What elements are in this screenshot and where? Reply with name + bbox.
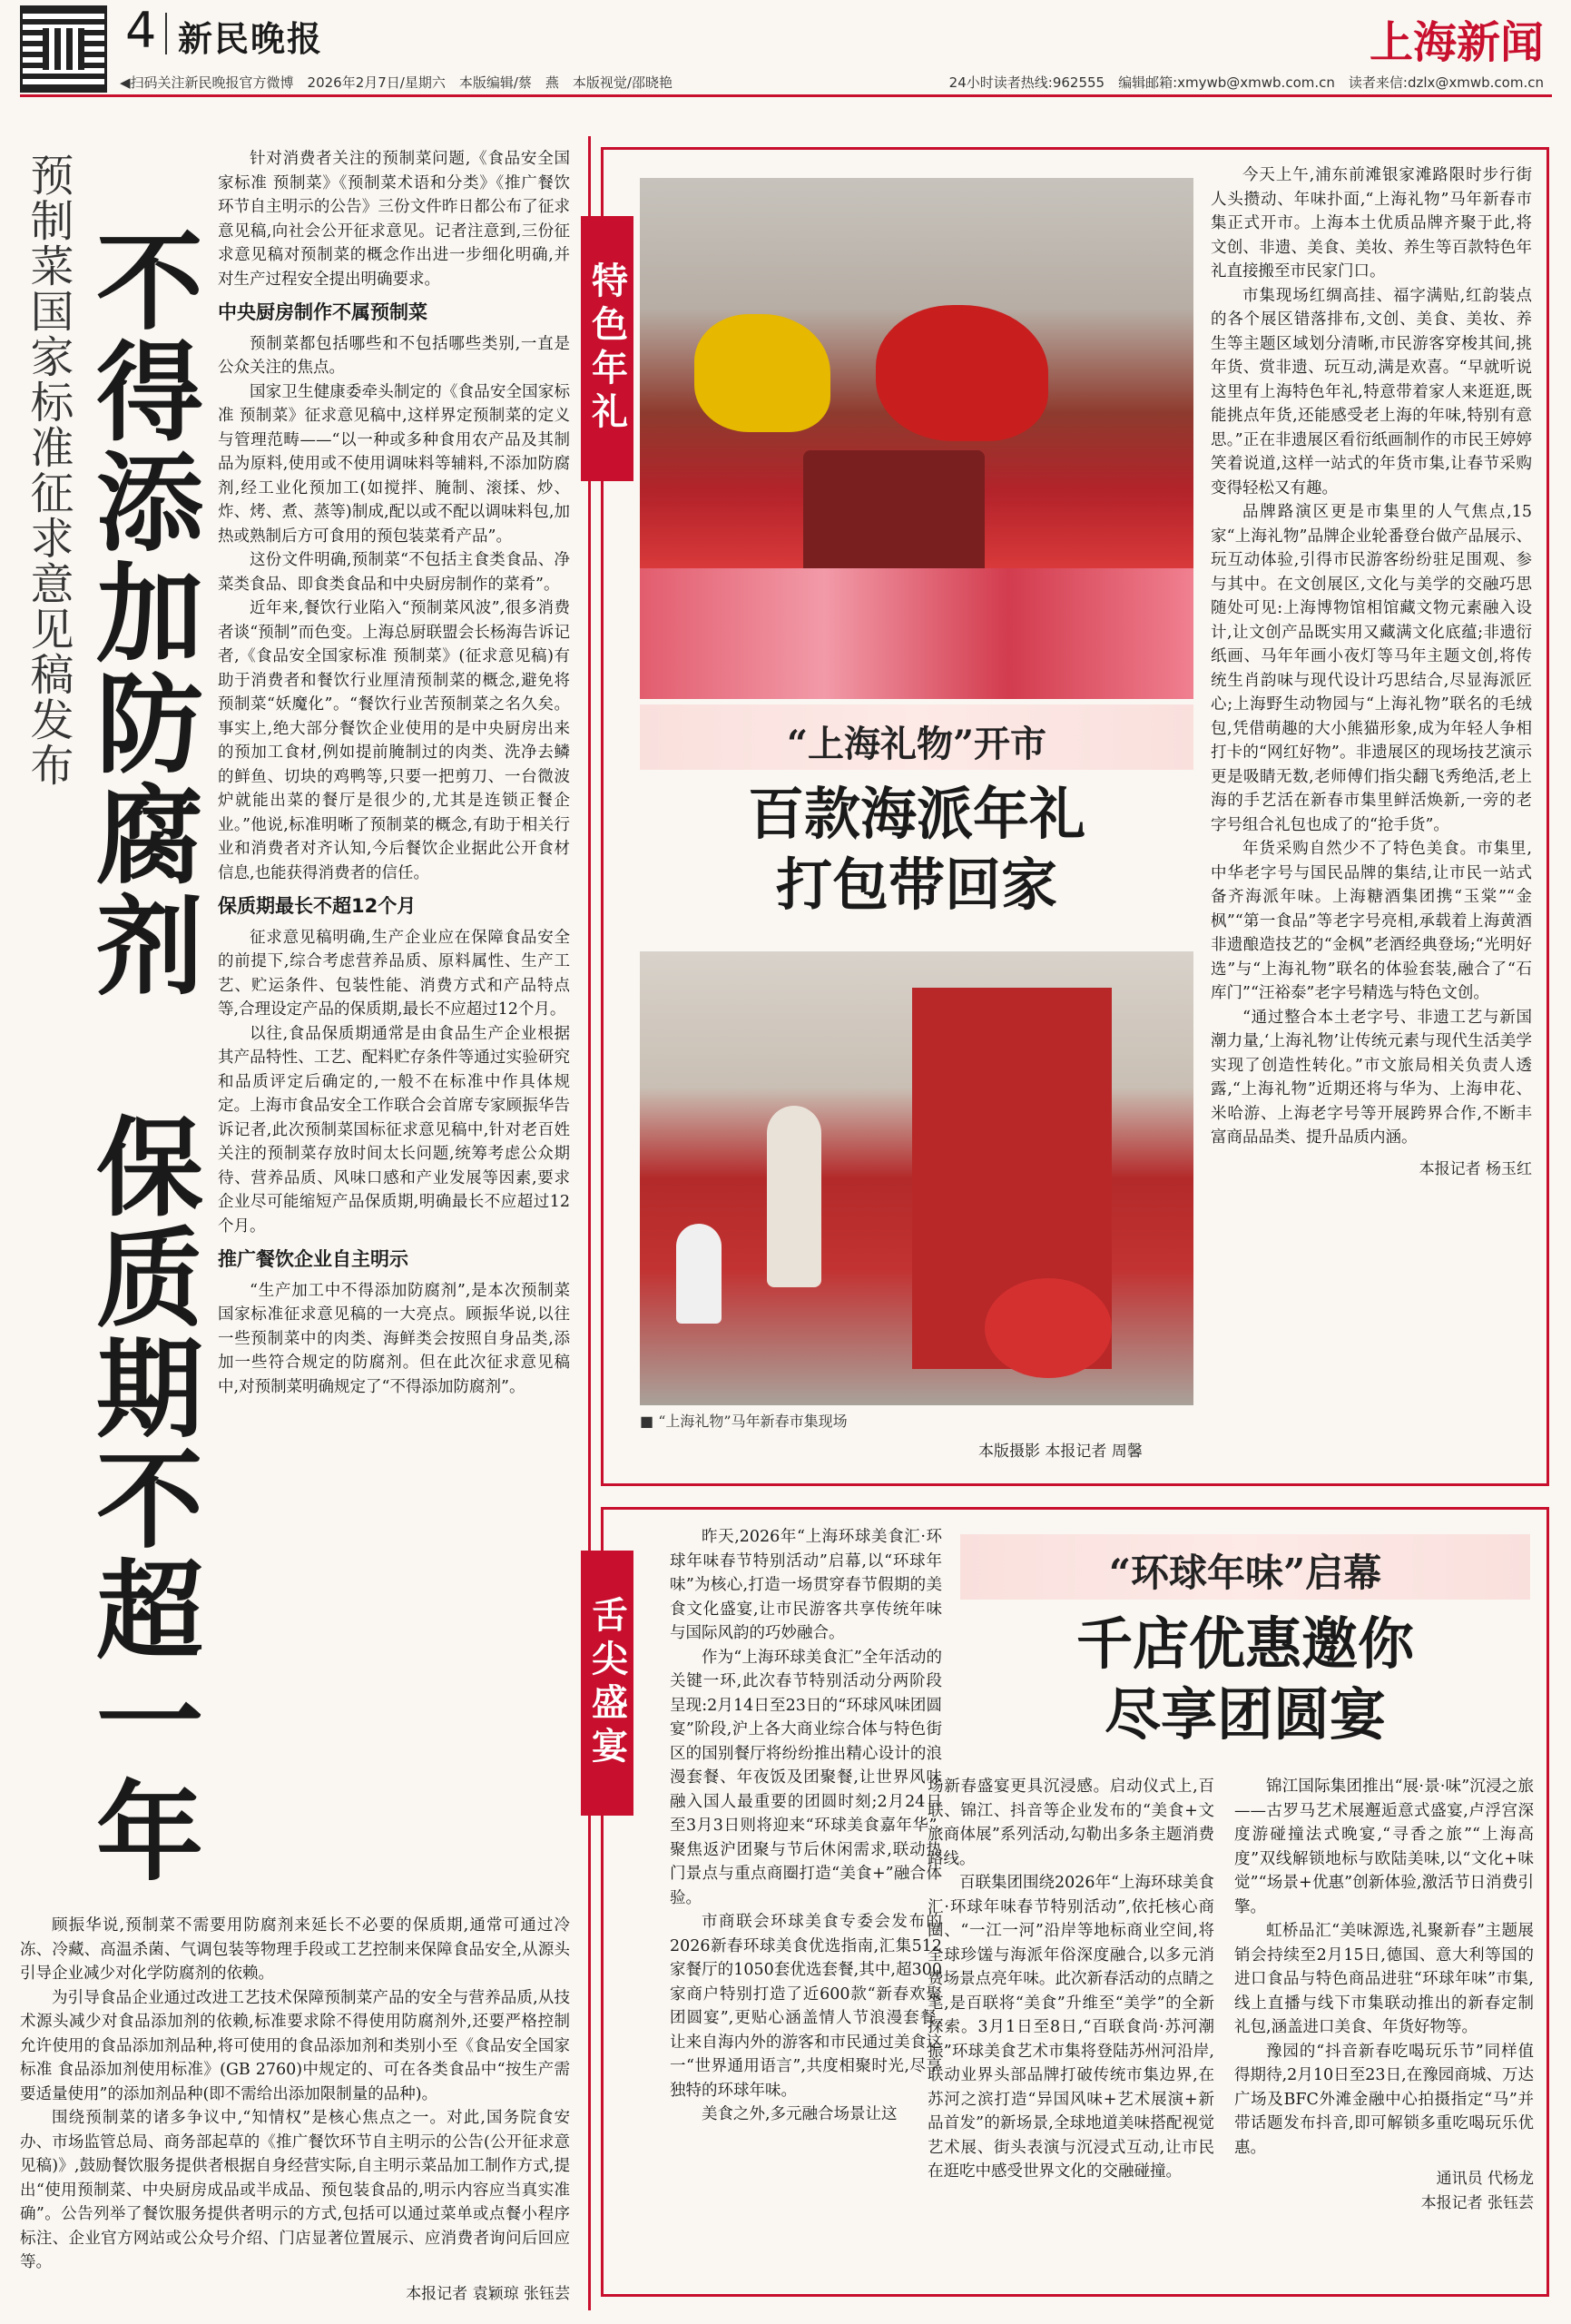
top-feature-headline-line1: 百款海派年礼 xyxy=(747,781,1085,847)
bottom-feature-paragraph: 市商联会环球美食专委会发布的2026新春环球美食优选指南,汇集512家餐厅的1050套优选套餐,其中,超300家商户特别打造了近600款“新春欢聚团圆宴”,更贴心涵盖情人节浪漫套餐,让来自海内外的游客和市民通过美食这一“世界通用语言”,共度相聚时光,尽享独特的环球年味。 xyxy=(670,1913,942,2100)
left-story-kicker: 预制菜国家标准征求意见稿发布 xyxy=(23,153,74,788)
page-number: 4 xyxy=(125,2,157,59)
masthead-info-right: 24小时读者热线:962555 编辑邮箱:xmywb@xmwb.com.cn 读者来信:dzlx@xmwb.com.cn xyxy=(948,74,1544,91)
gift-shelf-photo xyxy=(640,951,1193,1405)
bottom-feature-column-3 xyxy=(1234,1775,1534,2215)
bottom-feature-paragraph: 百联集团围绕2026年“上海环球美食汇·环球年味春节特别活动”,依托核心商圈、“一江一河”沿岸等地标商业空间,将全球珍馐与海派年俗深度融合,以多元消费场景点亮年味。此次新春活动的点睛之笔,是百联将“美食”升维至“美学”的全新探索。3月1日至8日,“百联食尚·苏河潮振”环球美食艺术市集将登陆苏州河沿岸,联动业界头部品牌打破传统市集边界,在苏河之滨打造“异国风味+艺术展演+新品首发”的新场景,全球地道美味搭配视觉艺术展、街头表演与沉浸式互动,让市民在逛吃中感受世界文化的交融碰撞。 xyxy=(928,1874,1214,2181)
bottom-feature-column-1 xyxy=(670,1525,942,2127)
masthead-divider xyxy=(165,13,167,54)
bottom-feature-headline-line2: 尽享团圆宴 xyxy=(1104,1681,1386,1748)
photo-caption: ■ “上海礼物”马年新春市集现场 xyxy=(640,1413,848,1430)
masthead-rule xyxy=(20,94,1552,97)
bottom-feature-paragraph: 场新春盛宴更具沉浸感。启动仪式上,百联、锦江、抖音等企业发布的“美食+文旅商体展”系列活动,勾勒出多条主题消费路线。 xyxy=(928,1777,1214,1868)
top-feature-paragraph: 今天上午,浦东前滩银家滩路限时步行街人头攒动、年味扑面,“上海礼物”马年新春市集正式开市。上海本土优质品牌齐聚于此,将文创、非遗、美食、美妆、养生等百款特色年礼直接搬至市民家门口。 xyxy=(1211,166,1532,281)
qr-code[interactable] xyxy=(20,5,107,93)
left-story-column xyxy=(218,147,570,1399)
bottom-feature-paragraph: 豫园的“抖音新春吃喝玩乐节”同样值得期待,2月10日至23日,在豫园商城、万达广场及BFC外滩金融中心拍摄指定“马”并带话题发布抖音,即可解锁多重吃喝玩乐优惠。 xyxy=(1234,2042,1534,2157)
left-story-subhead-2: 保质期最长不超12个月 xyxy=(218,895,417,917)
bottom-feature-byline-2: 本报记者 张钰芸 xyxy=(1420,2193,1534,2212)
left-story-paragraph: 国家卫生健康委牵头制定的《食品安全国家标准 预制菜》征求意见稿中,这样界定预制菜的定义与管理范畴——“以一种或多种食用农产品及其制品为原料,使用或不使用调味料等辅料,不添加防腐剂,经工业化预加工(如搅拌、腌制、滚揉、炒、炸、烤、煮、蒸等)制成,配以或不配以调味料包,加热或熟制后方可食用的预包装菜肴产品”。 xyxy=(218,382,570,546)
top-feature-column xyxy=(1211,163,1532,1181)
bottom-feature-tab: 舌尖盛宴 xyxy=(581,1551,633,1816)
bottom-feature-paragraph: 作为“上海环球美食汇”全年活动的关键一环,此次春节特别活动分两阶段呈现:2月14日至23日的“环球风味团圆宴”阶段,沪上各大商业综合体与特色街区的国别餐厅将纷纷推出精心设计的浪漫套餐、年夜饭及团聚餐,让世界风味融入国人最重要的团圆时刻;2月24日至3月3日则将迎来“环球美食嘉年华”,聚焦返沪团聚与节后休闲需求,联动热门景点与重点商圈打造“美食+”融合体验。 xyxy=(670,1648,942,1907)
top-feature-paragraph: “通过整合本土老字号、非遗工艺与新国潮力量,‘上海礼物’让传统元素与现代生活美学实现了创造性转化。”市文旅局相关负责人透露,“上海礼物”近期还将与华为、上海申花、米哈游、上海老字号等开展跨界合作,不断丰富商品品类、提升品质内涵。 xyxy=(1211,1008,1532,1147)
left-story-intro: 针对消费者关注的预制菜问题,《食品安全国家标准 预制菜》《预制菜术语和分类》《推广餐饮环节自主明示的公告》三份文件昨日都公布了征求意见稿,向社会公开征求意见。记者注意到,三份征求意见稿对预制菜的概念作出进一步细化明确,并对生产过程安全提出明确要求。 xyxy=(218,150,570,289)
bottom-feature-deck: “环球年味”启幕 xyxy=(1108,1551,1382,1595)
left-story-bottom-column xyxy=(20,1914,570,2306)
bottom-feature-column-2 xyxy=(928,1775,1214,2184)
bottom-feature-paragraph: 昨天,2026年“上海环球美食汇·环球年味春节特别活动”启幕,以“环球年味”为核心,打造一场贯穿春节假期的美食文化盛宴,让市民游客共享传统年味与国际风韵的巧妙融合。 xyxy=(670,1528,942,1642)
bottom-feature-headline-line1: 千店优惠邀你 xyxy=(1075,1610,1414,1677)
top-feature-headline-line2: 打包带回家 xyxy=(775,852,1057,918)
top-feature-paragraph: 市集现场红绸高挂、福字满贴,红韵装点的各个展区错落排布,文创、美食、美妆、养生等主题区域划分清晰,市民游客穿梭其间,挑年货、赏非遗、玩互动,满是欢喜。“早就听说这里有上海特色年礼,特意带着家人来逛逛,既能挑点年货,还能感受老上海的年味,特别有意思。”正在非遗展区看衍纸画制作的市民王婷婷笑着说道,这样一站式的年货市集,让春节采购变得轻松又有趣。 xyxy=(1211,286,1532,497)
top-feature-paragraph: 年货采购自然少不了特色美食。市集里,中华老字号与国民品牌的集结,让市民一站式备齐海派年味。上海糖酒集团携“玉棠”“金枫”“第一食品”等老字号亮相,承载着上海黄酒非遗酿造技艺的“金枫”老酒经典登场;“光明好选”与“上海礼物”联名的体验套装,融合了“石库门”“汪裕泰”老字号精选与特色文创。 xyxy=(1211,840,1532,1002)
left-story-paragraph: “生产加工中不得添加防腐剂”,是本次预制菜国家标准征求意见稿的一大亮点。顾振华说,以往一些预制菜中的肉类、海鲜类会按照自身品类,添加一些符合规定的防腐剂。但在此次征求意见稿中,对预制菜明确规定了“不得添加防腐剂”。 xyxy=(218,1281,570,1396)
top-feature-headline xyxy=(640,779,1193,921)
bottom-feature-headline xyxy=(960,1609,1530,1750)
section-title: 上海新闻 xyxy=(1369,17,1544,68)
paper-name: 新民晚报 xyxy=(178,18,324,59)
top-feature-deck: “上海礼物”开市 xyxy=(786,723,1046,765)
top-feature-tab: 特色年礼 xyxy=(581,216,633,481)
bottom-feature-byline-1: 通讯员 代杨龙 xyxy=(1436,2170,1534,2188)
left-story-subhead-3: 推广餐饮企业自主明示 xyxy=(218,1248,408,1270)
left-story-byline: 本报记者 袁颖琼 张钰芸 xyxy=(406,2284,570,2303)
left-story-paragraph: 预制菜都包括哪些和不包括哪些类别,一直是公众关注的焦点。 xyxy=(218,334,570,377)
top-feature-paragraph: 品牌路演区更是市集里的人气焦点,15家“上海礼物”品牌企业轮番登台做产品展示、玩互动体验,引得市民游客纷纷驻足围观、参与其中。在文创展区,文化与美学的交融巧思随处可见:上海博物馆相馆藏文物元素融入设计,让文创产品既实用又藏满文化底蕴;非遗衍纸画、马年年画小夜灯等马年主题文创,将传统生肖韵味与现代设计巧思结合,尽显海派匠心;上海野生动物园与“上海礼物”联名的毛绒包,凭借萌趣的大小熊猫形象,成为年轻人争相打卡的“网红好物”。非遗展区的现场技艺演示更是吸睛无数,老师傅们指尖翻飞秀绝活,老上海的手艺活在新春市集里鲜活焕新,一旁的老字号组合礼包也成了的“抢手货”。 xyxy=(1211,503,1532,834)
bottom-feature-paragraph: 虹桥品汇“美味源选,礼聚新春”主题展销会持续至2月15日,德国、意大利等国的进口食品与特色商品进驻“环球年味”市集,线上直播与线下市集联动推出的新春定制礼包,涵盖进口美食、年货好物等。 xyxy=(1234,1922,1534,2036)
left-story-paragraph: 围绕预制菜的诸多争议中,“知情权”是核心焦点之一。对此,国务院食安办、市场监管总局、商务部起草的《推广餐饮环节自主明示的公告(公开征求意见稿)》,鼓励餐饮服务提供者根据自身经营实际,自主明示菜品加工制作方式,提出“使用预制菜、中央厨房成品或半成品、预包装食品的,明示内容应当真实准确”。公告列举了餐饮服务提供者明示的方式,包括可以通过菜单或点餐小程序标注、企业官方网站或公众号介绍、门店显著位置展示、应消费者询问后回应等。 xyxy=(20,2109,570,2271)
bottom-feature-paragraph: 锦江国际集团推出“展·景·味”沉浸之旅——古罗马艺术展邂逅意式盛宴,卢浮宫深度游碰撞法式晚宴,“寻香之旅”“上海高度”双线解锁地标与欧陆美味,以“文化+味觉”“场景+优惠”创新体验,激活节日消费引擎。 xyxy=(1234,1777,1534,1916)
masthead-info-left: ◀扫码关注新民晚报官方微博 2026年2月7日/星期六 本版编辑/蔡 燕 本版视觉/邵晓艳 xyxy=(120,74,673,91)
left-story-headline: 不得添加防腐剂 保质期不超一年 xyxy=(78,225,204,1886)
lion-dance-photo xyxy=(640,178,1193,699)
left-story-paragraph: 征求意见稿明确,生产企业应在保障食品安全的前提下,综合考虑营养品质、原料属性、生产工艺、贮运条件、包装性能、消费方式和产品特点等,合理设定产品的保质期,最长不应超过12个月。 xyxy=(218,928,570,1019)
left-story-paragraph: 为引导食品企业通过改进工艺技术保障预制菜产品的安全与营养品质,从技术源头减少对食品添加剂的依赖,标准要求除不得使用防腐剂外,还要严格控制允许使用的食品添加剂品种,将可使用的食品添加剂和类别小至《食品安全国家标准 食品添加剂使用标准》(GB 2760)中规定的、可在各类食品中“按生产需要适量使用”的添加剂品种(即不需给出添加限制量的品种)。 xyxy=(20,1988,570,2103)
left-story-paragraph: 顾振华说,预制菜不需要用防腐剂来延长不必要的保质期,通常可通过冷冻、冷藏、高温杀菌、气调包装等物理手段或工艺控制来保障食品安全,从源头引导企业减少对化学防腐剂的依赖。 xyxy=(20,1916,570,1983)
left-story-paragraph: 这份文件明确,预制菜“不包括主食类食品、净菜类食品、即食类食品和中央厨房制作的菜肴”。 xyxy=(218,551,570,594)
photo-credit: 本版摄影 本报记者 周馨 xyxy=(978,1443,1143,1461)
top-feature-byline: 本报记者 杨玉红 xyxy=(1419,1159,1532,1178)
left-story-paragraph: 近年来,餐饮行业陷入“预制菜风波”,很多消费者谈“预制”而色变。上海总厨联盟会长杨海告诉记者,《食品安全国家标准 预制菜》(征求意见稿)有助于消费者和餐饮行业厘清预制菜的概念,避免将预制菜“妖魔化”。“餐饮行业苦预制菜之名久矣。事实上,绝大部分餐饮企业使用的是中央厨房出来的预加工食材,例如提前腌制过的肉类、洗净去鳞的鲜鱼、切块的鸡鸭等,只要一把剪刀、一台微波炉就能出菜的餐厅是很少的,尤其是连锁正餐企业。”他说,标准明晰了预制菜的概念,有助于相关行业和消费者对齐认知,今后餐饮企业据此公开食材信息,也能获得消费者的信任。 xyxy=(218,599,570,882)
left-story-paragraph: 以往,食品保质期通常是由食品生产企业根据其产品特性、工艺、配料贮存条件等通过实验研究和品质评定后确定的,一般不在标准中作具体规定。上海市食品安全工作联合会首席专家顾振华告诉记者,此次预制菜国标征求意见稿中,针对老百姓关注的预制菜存放时间太长问题,统筹考虑公众期待、营养品质、风味口感和产业发展等因素,要求企业尽可能缩短产品保质期,明确最长不应超过12个月。 xyxy=(218,1024,570,1236)
left-story-subhead-1: 中央厨房制作不属预制菜 xyxy=(218,301,427,323)
bottom-feature-paragraph: 美食之外,多元融合场景让这 xyxy=(702,2105,898,2123)
